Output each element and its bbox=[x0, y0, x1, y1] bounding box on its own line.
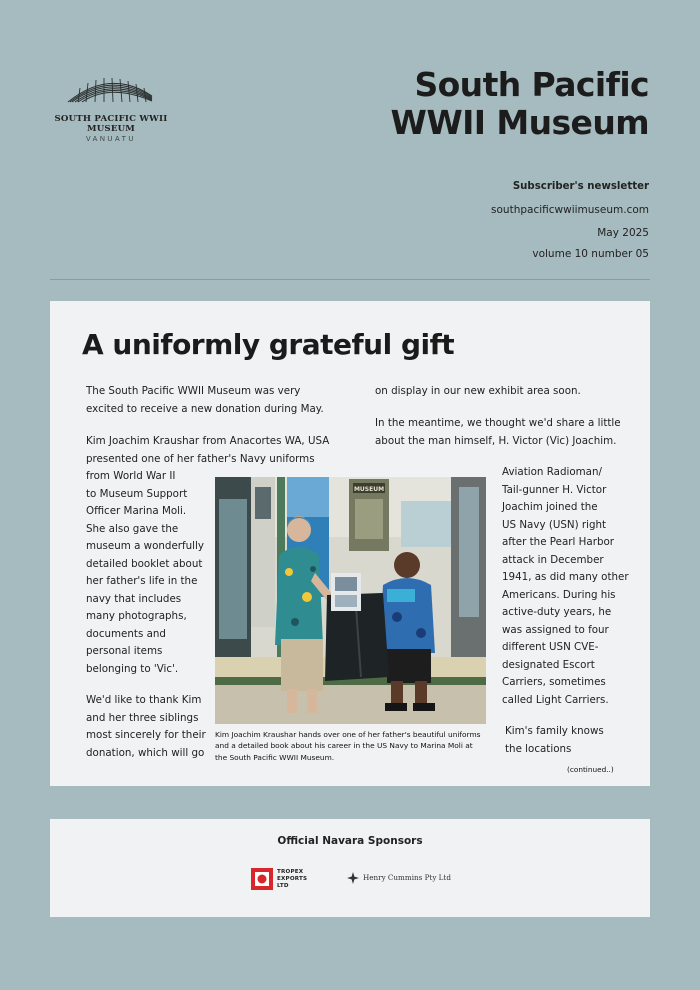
museum-logo-icon bbox=[66, 74, 154, 104]
photo-scene bbox=[215, 477, 486, 724]
article-line: Joachim joined the bbox=[502, 501, 598, 513]
article-line: designated Escort bbox=[502, 659, 595, 671]
tropex-line2: EXPORTS bbox=[277, 876, 308, 882]
article-line: Kim's family knows bbox=[505, 725, 604, 737]
article-line: and her three siblings bbox=[86, 712, 199, 724]
article-line: was assigned to four bbox=[502, 624, 609, 636]
article-line: museum a wonderfully bbox=[86, 540, 204, 552]
sponsors-card bbox=[50, 819, 650, 917]
tropex-line1: TROPEX bbox=[277, 869, 304, 875]
photo-caption bbox=[215, 729, 491, 763]
article-line: Carriers, sometimes bbox=[502, 676, 606, 688]
article-line: US Navy (USN) right bbox=[502, 519, 607, 531]
article-line: donation, which will go bbox=[86, 747, 205, 759]
article-line: 1941, as did many other bbox=[502, 571, 629, 583]
logo-name bbox=[48, 114, 174, 134]
sponsor-henry-cummins[interactable]: Henry Cummins Pty Ltd bbox=[363, 873, 451, 882]
newsletter-title bbox=[391, 66, 649, 142]
issue-volume: volume 10 number 05 bbox=[532, 248, 649, 260]
article-line: navy that includes bbox=[86, 593, 182, 605]
caption-line: the South Pacific WWII Museum. bbox=[215, 752, 335, 762]
article-line: active-duty years, he bbox=[502, 606, 612, 618]
article-line: after the Pearl Harbor bbox=[502, 536, 615, 548]
article-line: belonging to 'Vic'. bbox=[86, 663, 179, 675]
article-line: the locations bbox=[505, 743, 572, 755]
title-line2: WWII Museum bbox=[390, 103, 649, 142]
article-photo bbox=[215, 477, 486, 724]
caption-line: Kim Joachim Kraushar hands over one of her father's beautiful uniforms bbox=[215, 730, 481, 739]
title-line1: South Pacific bbox=[414, 65, 649, 104]
article-line: The South Pacific WWII Museum was very bbox=[86, 385, 301, 397]
website-link[interactable]: southpacificwwiimuseum.com bbox=[491, 204, 649, 216]
article-line: detailed booklet about bbox=[86, 558, 203, 570]
article-line: Officer Marina Moli. bbox=[86, 505, 187, 517]
article-line: different USN CVE- bbox=[502, 641, 599, 653]
article-line: to Museum Support bbox=[86, 488, 188, 500]
logo-name-line2: MUSEUM bbox=[87, 124, 135, 134]
article-headline: A uniformly grateful gift bbox=[82, 328, 455, 361]
henry-cummins-logo-icon bbox=[347, 872, 359, 884]
caption-line: and a detailed book about his career in the US Navy to Marina Moli at bbox=[215, 741, 473, 751]
article-line: We'd like to thank Kim bbox=[86, 694, 202, 706]
photo-sign-text: MUSEUM bbox=[353, 486, 385, 493]
article-line: attack in December bbox=[502, 554, 604, 566]
article-line: her father's life in the bbox=[86, 575, 198, 587]
article-line: called Light Carriers. bbox=[502, 694, 609, 706]
article-line: most sincerely for their bbox=[86, 729, 206, 741]
article-line: Americans. During his bbox=[502, 589, 616, 601]
article-line: on display in our new exhibit area soon. bbox=[375, 385, 581, 397]
logo-name-line1: SOUTH PACIFIC WWII bbox=[54, 114, 168, 124]
article-line: personal items bbox=[86, 645, 163, 657]
article-line: Tail-gunner H. Victor bbox=[502, 484, 607, 496]
article-line: excited to receive a new donation during May. bbox=[86, 403, 324, 415]
article-line: about the man himself, H. Victor (Vic) Joachim. bbox=[375, 435, 617, 447]
header-divider bbox=[50, 279, 650, 280]
article-line: presented one of her father's Navy uniforms bbox=[86, 453, 315, 465]
issue-date: May 2025 bbox=[597, 227, 649, 239]
article-line: documents and bbox=[86, 628, 166, 640]
newsletter-label: Subscriber's newsletter bbox=[512, 181, 649, 192]
tropex-line3: LTD bbox=[277, 883, 289, 889]
sponsor-tropex[interactable] bbox=[277, 869, 307, 890]
sponsors-title: Official Navara Sponsors bbox=[277, 835, 423, 847]
article-line: In the meantime, we thought we'd share a little bbox=[375, 417, 621, 429]
article-line: Kim Joachim Kraushar from Anacortes WA, USA bbox=[86, 435, 330, 447]
article-line: from World War II bbox=[86, 470, 176, 482]
article-line: She also gave the bbox=[86, 523, 179, 535]
tropex-logo-icon bbox=[251, 868, 273, 890]
logo-subtitle: VANUATU bbox=[86, 136, 136, 143]
article-line: Aviation Radioman/ bbox=[502, 466, 602, 478]
continued-note: (continued..) bbox=[567, 765, 614, 774]
article-line: many photographs, bbox=[86, 610, 187, 622]
